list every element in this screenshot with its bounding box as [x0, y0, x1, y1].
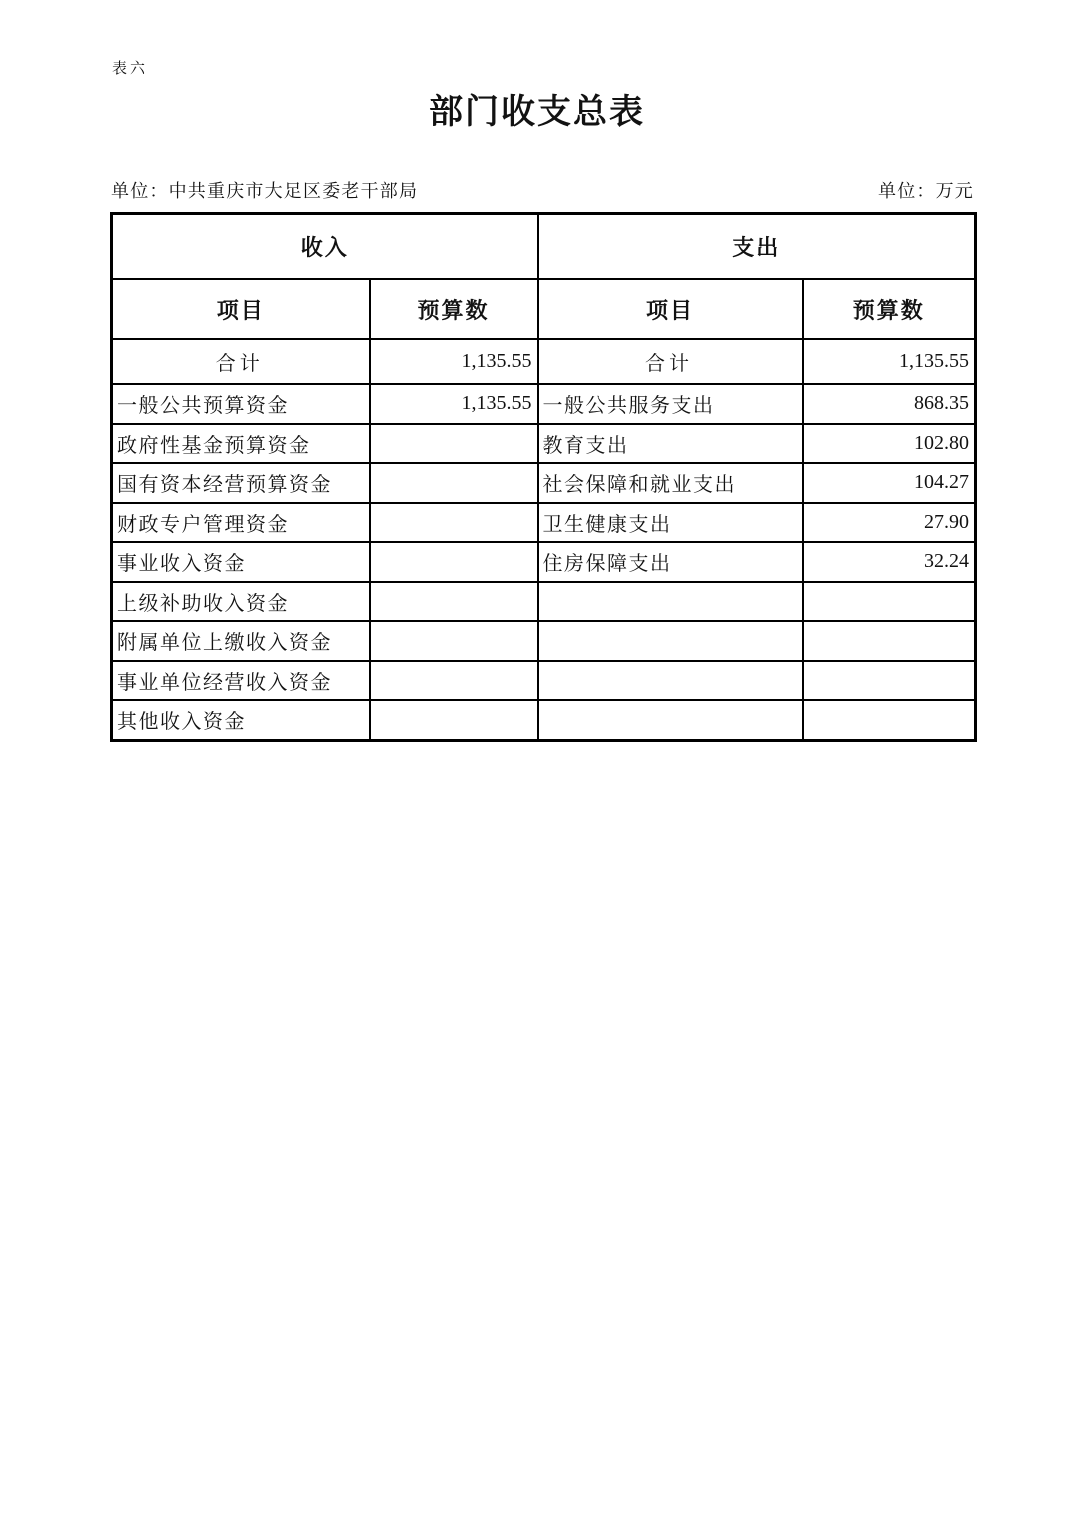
table-row: [112, 503, 976, 543]
income-item-cell: 国有资本经营预算资金: [112, 463, 370, 503]
income-budget-cell: 1,135.55: [370, 384, 538, 424]
expense-item-cell: 社会保障和就业支出: [538, 463, 803, 503]
income-item-cell: 事业收入资金: [112, 542, 370, 582]
income-item-cell: 附属单位上缴收入资金: [112, 621, 370, 661]
income-budget-cell: [370, 582, 538, 622]
income-item-cell: 财政专户管理资金: [112, 503, 370, 543]
table-row: [112, 424, 976, 464]
table-row: [112, 463, 976, 503]
expense-budget-cell: [803, 661, 976, 701]
expense-budget-cell: [803, 621, 976, 661]
unit-name-label: 单位：中共重庆市大足区委老干部局: [111, 181, 419, 201]
table-row: [112, 384, 976, 424]
table-row: [112, 582, 976, 622]
income-budget-cell: [370, 621, 538, 661]
expense-total-label: 合计: [538, 339, 803, 384]
column-header-row: [112, 279, 976, 339]
total-row: [112, 339, 976, 384]
expense-item-cell: [538, 621, 803, 661]
income-total-value: 1,135.55: [370, 339, 538, 384]
table-row: [112, 700, 976, 740]
income-budget-cell: [370, 700, 538, 740]
expense-item-cell: [538, 582, 803, 622]
expense-budget-column-header: 预算数: [803, 279, 976, 339]
expense-budget-cell: [803, 582, 976, 622]
expense-item-cell: 一般公共服务支出: [538, 384, 803, 424]
income-budget-column-header: 预算数: [370, 279, 538, 339]
income-budget-cell: [370, 542, 538, 582]
expense-item-cell: 住房保障支出: [538, 542, 803, 582]
expense-budget-cell: 32.24: [803, 542, 976, 582]
budget-summary-table: [110, 212, 977, 742]
income-section-header: 收入: [112, 214, 538, 280]
table-row: [112, 621, 976, 661]
income-budget-cell: [370, 424, 538, 464]
income-item-cell: 其他收入资金: [112, 700, 370, 740]
income-total-label: 合计: [112, 339, 370, 384]
expense-item-cell: 卫生健康支出: [538, 503, 803, 543]
sheet-number-label: 表六: [112, 61, 149, 77]
expense-budget-cell: 104.27: [803, 463, 976, 503]
meta-row: [111, 177, 974, 203]
income-item-cell: 政府性基金预算资金: [112, 424, 370, 464]
income-item-cell: 事业单位经营收入资金: [112, 661, 370, 701]
expense-budget-cell: [803, 700, 976, 740]
income-item-cell: 上级补助收入资金: [112, 582, 370, 622]
income-budget-cell: [370, 661, 538, 701]
expense-budget-cell: 868.35: [803, 384, 976, 424]
expense-budget-cell: 27.90: [803, 503, 976, 543]
expense-item-cell: [538, 661, 803, 701]
income-budget-cell: [370, 503, 538, 543]
expense-section-header: 支出: [538, 214, 976, 280]
expense-item-cell: 教育支出: [538, 424, 803, 464]
expense-item-cell: [538, 700, 803, 740]
currency-unit-label: 单位：万元: [878, 181, 974, 201]
income-budget-cell: [370, 463, 538, 503]
expense-budget-cell: 102.80: [803, 424, 976, 464]
income-item-cell: 一般公共预算资金: [112, 384, 370, 424]
section-header-row: [112, 214, 976, 280]
page-title: 部门收支总表: [429, 94, 645, 131]
table-row: [112, 661, 976, 701]
table-row: [112, 542, 976, 582]
income-item-column-header: 项目: [112, 279, 370, 339]
expense-item-column-header: 项目: [538, 279, 803, 339]
expense-total-value: 1,135.55: [803, 339, 976, 384]
